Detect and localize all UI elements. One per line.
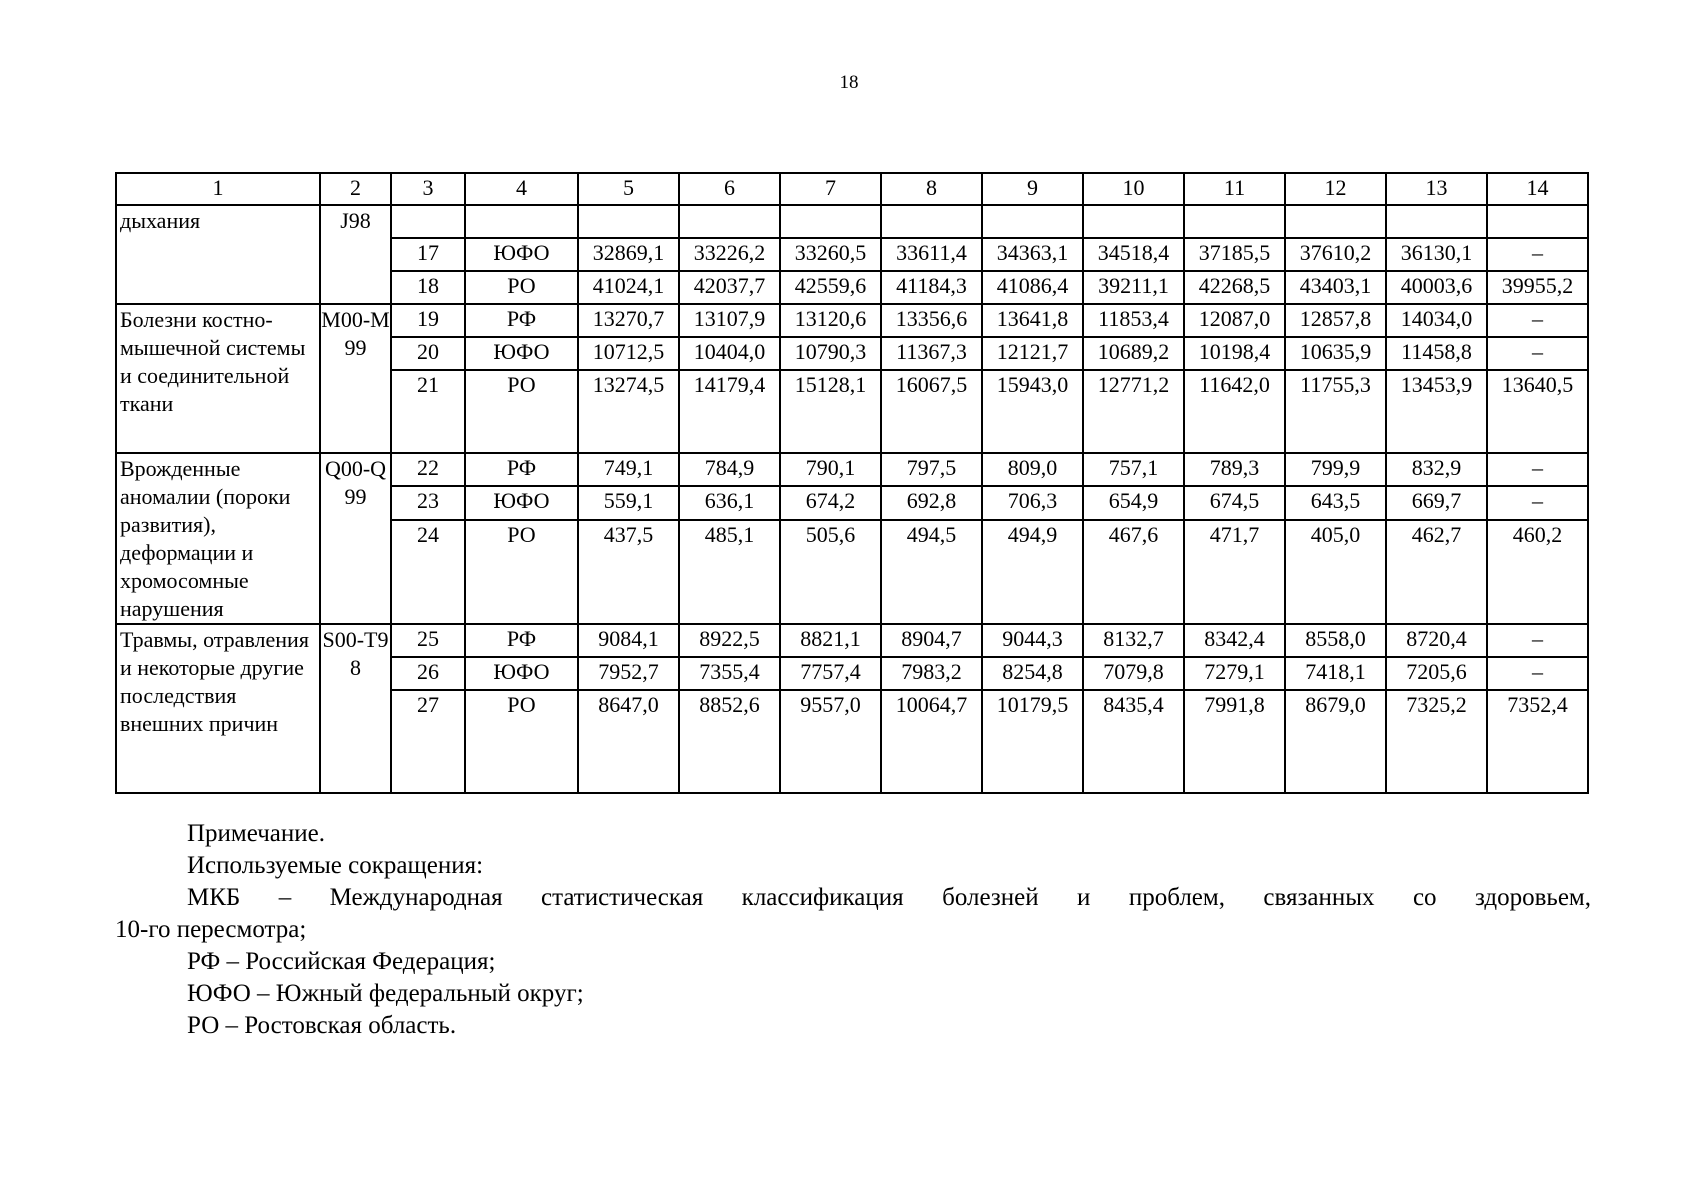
table-row <box>116 624 1588 657</box>
value-cell <box>1386 205 1487 238</box>
region-cell: ЮФО <box>465 657 578 690</box>
value-cell: 10635,9 <box>1285 337 1386 370</box>
value-cell: 11458,8 <box>1386 337 1487 370</box>
region-cell: РО <box>465 271 578 304</box>
value-cell: 7757,4 <box>780 657 881 690</box>
column-number-cell: 2 <box>320 173 391 205</box>
row-number-cell: 26 <box>391 657 465 690</box>
value-cell: 14034,0 <box>1386 304 1487 337</box>
row-number-cell: 27 <box>391 690 465 793</box>
value-cell <box>1184 205 1285 238</box>
row-number-cell: 25 <box>391 624 465 657</box>
table-row <box>116 304 1588 337</box>
icd-code-cell: S00-T98 <box>320 624 391 793</box>
icd-code-cell: Q00-Q99 <box>320 453 391 624</box>
value-cell: – <box>1487 337 1588 370</box>
value-cell: 13270,7 <box>578 304 679 337</box>
note-block <box>115 818 1591 1042</box>
value-cell: 8558,0 <box>1285 624 1386 657</box>
value-cell: 13641,8 <box>982 304 1083 337</box>
region-cell: РФ <box>465 453 578 486</box>
note-title: Примечание. <box>187 820 326 847</box>
value-cell: 8821,1 <box>780 624 881 657</box>
value-cell: 636,1 <box>679 486 780 519</box>
statistics-table <box>115 172 1589 794</box>
value-cell: 669,7 <box>1386 486 1487 519</box>
value-cell: 8922,5 <box>679 624 780 657</box>
value-cell: 8647,0 <box>578 690 679 793</box>
value-cell: 11755,3 <box>1285 370 1386 453</box>
value-cell: 13107,9 <box>679 304 780 337</box>
note-rf: РФ – Российская Федерация; <box>187 948 496 975</box>
value-cell: 10198,4 <box>1184 337 1285 370</box>
column-number-cell: 5 <box>578 173 679 205</box>
value-cell: 8132,7 <box>1083 624 1184 657</box>
column-number-cell: 1 <box>116 173 320 205</box>
value-cell <box>679 205 780 238</box>
column-number-cell: 4 <box>465 173 578 205</box>
value-cell: 7952,7 <box>578 657 679 690</box>
note-subtitle: Используемые сокращения: <box>187 852 484 879</box>
value-cell: 43403,1 <box>1285 271 1386 304</box>
note-mkb-continuation: 10-го пересмотра; <box>115 916 307 943</box>
value-cell: – <box>1487 304 1588 337</box>
value-cell: 12121,7 <box>982 337 1083 370</box>
value-cell: 749,1 <box>578 453 679 486</box>
region-cell: ЮФО <box>465 337 578 370</box>
value-cell: 8435,4 <box>1083 690 1184 793</box>
value-cell: 7418,1 <box>1285 657 1386 690</box>
value-cell: 39211,1 <box>1083 271 1184 304</box>
value-cell: – <box>1487 624 1588 657</box>
note-ro: РО – Ростовская область. <box>187 1012 457 1039</box>
value-cell: 8852,6 <box>679 690 780 793</box>
value-cell: 494,5 <box>881 520 982 624</box>
note-yufo: ЮФО – Южный федеральный округ; <box>187 980 584 1007</box>
value-cell: 7205,6 <box>1386 657 1487 690</box>
column-number-cell: 3 <box>391 173 465 205</box>
column-number-cell: 7 <box>780 173 881 205</box>
value-cell: 33226,2 <box>679 238 780 271</box>
value-cell: 11642,0 <box>1184 370 1285 453</box>
value-cell: 14179,4 <box>679 370 780 453</box>
row-number-cell: 20 <box>391 337 465 370</box>
value-cell: 809,0 <box>982 453 1083 486</box>
value-cell: 12771,2 <box>1083 370 1184 453</box>
value-cell <box>1487 205 1588 238</box>
table-row <box>116 205 1588 238</box>
region-cell: ЮФО <box>465 486 578 519</box>
row-number-cell: 17 <box>391 238 465 271</box>
row-number-cell: 22 <box>391 453 465 486</box>
table-header-row <box>116 173 1588 205</box>
column-number-cell: 13 <box>1386 173 1487 205</box>
value-cell: 799,9 <box>1285 453 1386 486</box>
row-number-cell: 24 <box>391 520 465 624</box>
value-cell: 9044,3 <box>982 624 1083 657</box>
value-cell: 10790,3 <box>780 337 881 370</box>
value-cell: 12857,8 <box>1285 304 1386 337</box>
value-cell: 8342,4 <box>1184 624 1285 657</box>
value-cell: 13640,5 <box>1487 370 1588 453</box>
value-cell: 34363,1 <box>982 238 1083 271</box>
value-cell: 437,5 <box>578 520 679 624</box>
region-cell: РО <box>465 690 578 793</box>
value-cell: 8679,0 <box>1285 690 1386 793</box>
value-cell <box>780 205 881 238</box>
value-cell: 462,7 <box>1386 520 1487 624</box>
value-cell: 42559,6 <box>780 271 881 304</box>
value-cell: 790,1 <box>780 453 881 486</box>
value-cell: 15943,0 <box>982 370 1083 453</box>
table-row <box>116 453 1588 486</box>
value-cell: 12087,0 <box>1184 304 1285 337</box>
value-cell: 559,1 <box>578 486 679 519</box>
icd-code-cell: J98 <box>320 205 391 304</box>
note-mkb-line: МКБ – Международная статистическая классификация болезней и проблем, связанных со здоровьем, <box>187 884 1591 911</box>
value-cell: 10404,0 <box>679 337 780 370</box>
value-cell: 15128,1 <box>780 370 881 453</box>
value-cell: 42268,5 <box>1184 271 1285 304</box>
value-cell: 8904,7 <box>881 624 982 657</box>
column-number-cell: 8 <box>881 173 982 205</box>
value-cell: 33260,5 <box>780 238 881 271</box>
row-number-cell: 23 <box>391 486 465 519</box>
region-cell: ЮФО <box>465 238 578 271</box>
disease-class-cell: Врожденные аномалии (пороки развития), деформации и хромосомные нарушения <box>116 453 320 624</box>
value-cell: 7279,1 <box>1184 657 1285 690</box>
page-number: 18 <box>839 72 859 93</box>
value-cell <box>881 205 982 238</box>
value-cell: 40003,6 <box>1386 271 1487 304</box>
value-cell: 41024,1 <box>578 271 679 304</box>
value-cell: 832,9 <box>1386 453 1487 486</box>
column-number-cell: 6 <box>679 173 780 205</box>
value-cell <box>1285 205 1386 238</box>
value-cell: 42037,7 <box>679 271 780 304</box>
column-number-cell: 9 <box>982 173 1083 205</box>
value-cell: 10179,5 <box>982 690 1083 793</box>
value-cell: 16067,5 <box>881 370 982 453</box>
region-cell: РФ <box>465 624 578 657</box>
icd-code-cell: M00-M99 <box>320 304 391 453</box>
region-cell: РО <box>465 370 578 453</box>
value-cell: 7983,2 <box>881 657 982 690</box>
value-cell: 7991,8 <box>1184 690 1285 793</box>
value-cell <box>982 205 1083 238</box>
value-cell: 643,5 <box>1285 486 1386 519</box>
value-cell: 37185,5 <box>1184 238 1285 271</box>
value-cell: 485,1 <box>679 520 780 624</box>
value-cell: 37610,2 <box>1285 238 1386 271</box>
value-cell: 9557,0 <box>780 690 881 793</box>
row-number-cell: 18 <box>391 271 465 304</box>
value-cell: 8720,4 <box>1386 624 1487 657</box>
value-cell: 9084,1 <box>578 624 679 657</box>
value-cell: 10689,2 <box>1083 337 1184 370</box>
value-cell: 7325,2 <box>1386 690 1487 793</box>
value-cell: 36130,1 <box>1386 238 1487 271</box>
value-cell: 13356,6 <box>881 304 982 337</box>
value-cell: – <box>1487 238 1588 271</box>
value-cell: 8254,8 <box>982 657 1083 690</box>
value-cell: 39955,2 <box>1487 271 1588 304</box>
region-cell: РФ <box>465 304 578 337</box>
region-cell: РО <box>465 520 578 624</box>
value-cell: 460,2 <box>1487 520 1588 624</box>
row-number-cell: 21 <box>391 370 465 453</box>
disease-class-cell: Травмы, отравления и некоторые другие последствия внешних причин <box>116 624 320 793</box>
disease-class-cell: Болезни костно-мышечной системы и соединительной ткани <box>116 304 320 453</box>
region-cell <box>465 205 578 238</box>
value-cell: 13274,5 <box>578 370 679 453</box>
value-cell: 784,9 <box>679 453 780 486</box>
disease-class-cell: дыхания <box>116 205 320 304</box>
value-cell: 7352,4 <box>1487 690 1588 793</box>
column-number-cell: 10 <box>1083 173 1184 205</box>
value-cell: 32869,1 <box>578 238 679 271</box>
value-cell: 505,6 <box>780 520 881 624</box>
value-cell: 467,6 <box>1083 520 1184 624</box>
value-cell: 41086,4 <box>982 271 1083 304</box>
column-number-cell: 12 <box>1285 173 1386 205</box>
value-cell: – <box>1487 453 1588 486</box>
row-number-cell <box>391 205 465 238</box>
value-cell: – <box>1487 486 1588 519</box>
column-number-cell: 11 <box>1184 173 1285 205</box>
value-cell: 674,2 <box>780 486 881 519</box>
value-cell: 789,3 <box>1184 453 1285 486</box>
value-cell: 654,9 <box>1083 486 1184 519</box>
value-cell: 471,7 <box>1184 520 1285 624</box>
column-number-cell: 14 <box>1487 173 1588 205</box>
value-cell: 11853,4 <box>1083 304 1184 337</box>
value-cell: 11367,3 <box>881 337 982 370</box>
value-cell: 405,0 <box>1285 520 1386 624</box>
value-cell: 692,8 <box>881 486 982 519</box>
value-cell: 757,1 <box>1083 453 1184 486</box>
value-cell: 10064,7 <box>881 690 982 793</box>
value-cell: 10712,5 <box>578 337 679 370</box>
value-cell: 7355,4 <box>679 657 780 690</box>
value-cell <box>578 205 679 238</box>
value-cell: 13453,9 <box>1386 370 1487 453</box>
value-cell: 494,9 <box>982 520 1083 624</box>
value-cell: – <box>1487 657 1588 690</box>
value-cell: 674,5 <box>1184 486 1285 519</box>
row-number-cell: 19 <box>391 304 465 337</box>
value-cell: 13120,6 <box>780 304 881 337</box>
value-cell: 34518,4 <box>1083 238 1184 271</box>
value-cell: 706,3 <box>982 486 1083 519</box>
value-cell <box>1083 205 1184 238</box>
value-cell: 33611,4 <box>881 238 982 271</box>
value-cell: 7079,8 <box>1083 657 1184 690</box>
value-cell: 797,5 <box>881 453 982 486</box>
value-cell: 41184,3 <box>881 271 982 304</box>
